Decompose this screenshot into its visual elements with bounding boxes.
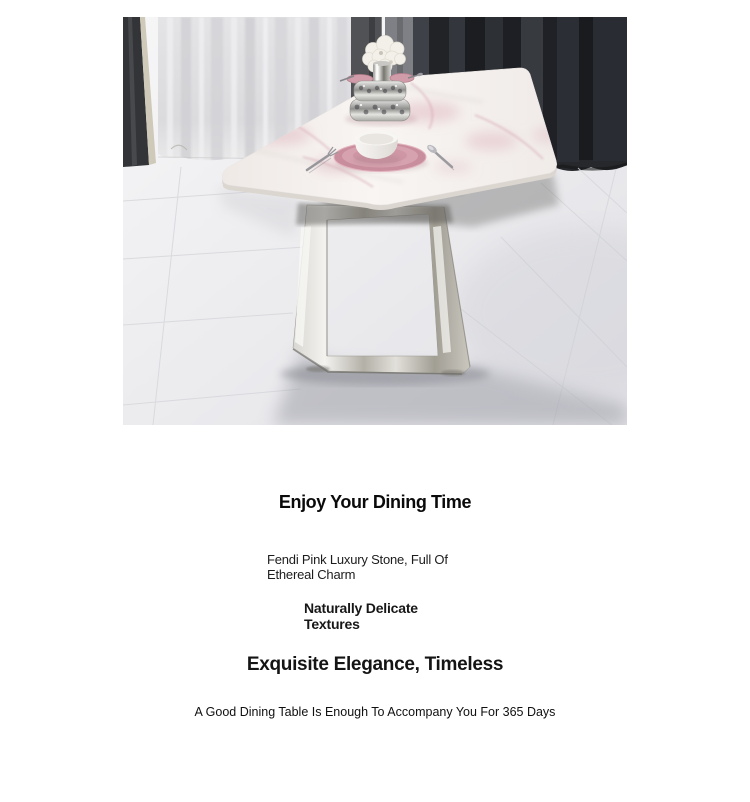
tagline-line-2: Ethereal Charm: [267, 567, 356, 582]
hero-photo: [123, 17, 627, 425]
footnote: A Good Dining Table Is Enough To Accompany You For 365 Days: [194, 705, 556, 719]
feature-line-1: Naturally Delicate: [304, 600, 418, 616]
feature-text: [304, 600, 524, 632]
dining-table-scene: [123, 17, 627, 425]
subheadline: Exquisite Elegance, Timeless: [246, 654, 504, 675]
headline: Enjoy Your Dining Time: [278, 492, 472, 512]
white-bowl: [353, 131, 401, 167]
chrome-boxes: [350, 81, 410, 121]
tagline-line-1: Fendi Pink Luxury Stone, Full Of: [267, 552, 448, 567]
feature-line-2: Textures: [304, 616, 360, 632]
tagline: [267, 552, 527, 582]
